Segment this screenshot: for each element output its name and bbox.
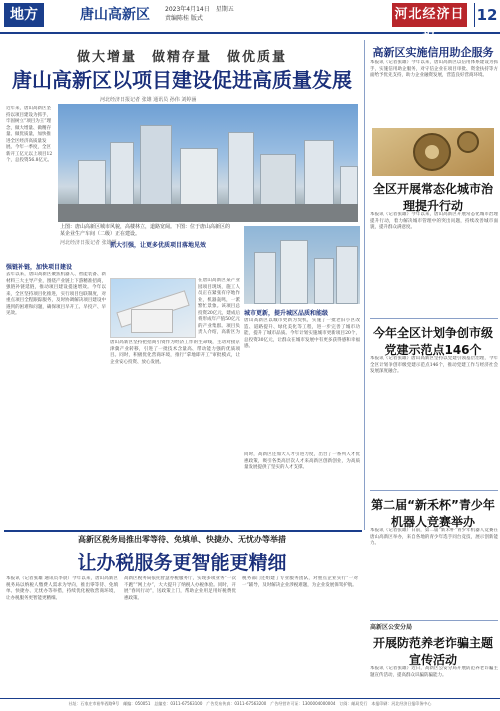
main-headline: 唐山高新区以项目建设促进高质量发展 bbox=[12, 68, 352, 92]
section-heading-3: 城市更新，提升城区品质和能级 bbox=[244, 310, 329, 317]
gear-photo bbox=[372, 128, 494, 176]
right-title-2: 全区开展常态化城市治理提升行动 bbox=[372, 182, 493, 213]
right-text-2: 本报讯（记者张雄）今年以来，唐山高新区开展常态化城市治理提升行动，着力解决城市管理中的突出问题，持续改善城市面貌，提升群众满意度。 bbox=[370, 212, 498, 230]
right-text-3: 本报讯（记者张雄）唐山高新区坚持以党建引领基层治理，今年全区计划争创市级党建示范点146个，推动党建工作与经济社会发展深度融合。 bbox=[370, 356, 498, 374]
date-block bbox=[165, 5, 234, 23]
region-label: 唐山高新区 bbox=[80, 7, 150, 23]
section-label: 地方 bbox=[4, 3, 44, 27]
article-column-c: 唐山高新区坚持把招商引资作为经济工作的生命线，主动对接京津冀产业转移，引进了一批技术含量高、带动能力强的优质项目。同时，积极优化营商环境，推行“拿地即开工”审批模式，让企业安心投资、放心发展。 bbox=[110, 340, 240, 365]
editor-line: 责编陈桂 版式 bbox=[165, 15, 203, 22]
urban-renewal-photo bbox=[244, 226, 360, 304]
article-column-a: 去年以来，唐山高新区聚焦机器人、智能装备、新材料三大主导产业，围绕产业链上下游精准招商，强链补链延链，推动项目建设提速增效。今年以来，全区坚持项目化推进，实行项目包联制度，对重点项目全程跟踪服务，及时协调解决项目建设中遇到的困难和问题，确保项目早开工、早投产、早见效。 bbox=[6, 272, 106, 316]
main-byline: 河北经济日报记者 张雄 通讯员 孙伟 刘婷涵 bbox=[100, 97, 197, 103]
right-text-1: 本报讯（记者张雄）今年以来，唐山高新区以信用体系建设为抓手，实施信用助企服务，对守信企业在项目审批、资金扶持等方面给予优先支持，助力企业融资发展，营造良好营商环境。 bbox=[370, 60, 498, 78]
right-title-5: 开展防范养老诈骗主题宣传活动 bbox=[372, 636, 493, 667]
section-heading-1: 强链补链，加快项目建设 bbox=[6, 264, 73, 271]
article-column-e: 同时，高新区还加大人才引进力度，出台了一系列人才优惠政策，吸引各类高层次人才来高新区创新创业，为高质量发展提供了坚实的人才支撑。 bbox=[244, 452, 360, 470]
bottom-kicker: 高新区税务局推出零等待、免填单、快捷办、无忧办等举措 bbox=[78, 535, 286, 544]
gear-icon bbox=[372, 128, 494, 176]
photo-credit: 河北经济日报记者 张雄摄 bbox=[60, 240, 117, 246]
right-title-4: 第二届“新禾杯”青少年机器人竞赛举办 bbox=[371, 498, 495, 529]
right-title-3: 今年全区计划争创市级党建示范点146个 bbox=[372, 326, 493, 357]
bottom-column-b: 高新区税务局依托智慧办税服务厅，实现多项业务“一次不跑”“网上办”，大大提升了纳税人办税体验。同时，开展“春风行动”，送政策上门，帮助企业用足用好税费优惠政策。 bbox=[124, 576, 236, 601]
article-column-d: 唐山高新区以城市更新为契机，实施了一批老旧小区改造、道路提升、绿化美化等工程，进一步完善了城市功能，提升了城市品质。今年计划实施城市更新项目20个，总投资30亿元，让群众在城市发展中有更多获得感和幸福感。 bbox=[244, 318, 360, 349]
page-number: 12 bbox=[474, 3, 499, 27]
right-text-5: 本报讯（记者张雄）近日，高新区公安分局开展防范养老诈骗主题宣传活动，提高群众识骗防骗能力。 bbox=[370, 666, 498, 678]
newspaper-logo: 河北经济日报 bbox=[392, 3, 467, 27]
right-text-4: 本报讯（记者张雄）日前，第二届“新禾杯”青少年机器人竞赛在唐山高新区举办，来自各地的青少年选手同台竞技，展示创新能力。 bbox=[370, 528, 498, 546]
photo-caption: 上图：唐山高新区城市风貌，高楼林立，道路宽阔。下图：位于唐山高新区的某企业生产车间（二级）正在建设。 bbox=[60, 224, 231, 237]
city-skyline-photo bbox=[58, 104, 358, 222]
issue-date: 2023年4月14日 星期五 bbox=[165, 6, 234, 13]
main-kicker: 做大增量 做精存量 做优质量 bbox=[76, 50, 287, 65]
column-divider bbox=[364, 40, 365, 530]
main-lede: 近年来，唐山高新区坚持以项目建设为抓手，牢固树立“项目为王”理念，做大增量、做精存量、做优质量，加快推进全区经济高质量发展。今年一季度，全区新开工亿元以上项目12个，总投资56.8亿元。 bbox=[6, 106, 53, 163]
factory-photo bbox=[110, 278, 196, 338]
section-heading-2: 抓大引强，让更多优质项目落地见效 bbox=[110, 242, 207, 249]
page-header bbox=[0, 0, 500, 46]
bottom-column-a: 本报讯（记者张雄 通讯员李晨）今年以来，唐山高新区税务局以纳税人缴费人需求为导向，推出零等待、免填单、快捷办、无忧办等举措，持续优化税收营商环境，让办税服务更智能更精细。 bbox=[6, 576, 118, 601]
article-column-b: 在唐山高新区某产业园项目现场，施工人员正在紧张有序地作业，机器轰鸣，一派繁忙景象。该项目总投资20亿元，建成后将形成年产值50亿元的产业集群。项目负责人介绍，高新区为 bbox=[198, 278, 240, 335]
bottom-headline: 让办税服务更智能更精细 bbox=[77, 552, 287, 574]
right-title-5-kicker: 高新区公安分局 bbox=[370, 624, 413, 631]
right-title-1: 高新区实施信用助企服务 bbox=[372, 46, 494, 59]
page-footer: 社址：石家庄市裕华西路9号 邮编：050051 总编室：0311-67563100 广告发布传真：0311-67563200 广告经营许可证：1300004000004 订阅：邮局发行 本报印刷：河北经济日报印务中心 bbox=[0, 698, 500, 711]
bottom-column-c: 税务部门还组建了专业服务团队，对重点企业实行“一对一”辅导，及时解决企业涉税难题，为企业发展保驾护航。 bbox=[242, 576, 358, 588]
